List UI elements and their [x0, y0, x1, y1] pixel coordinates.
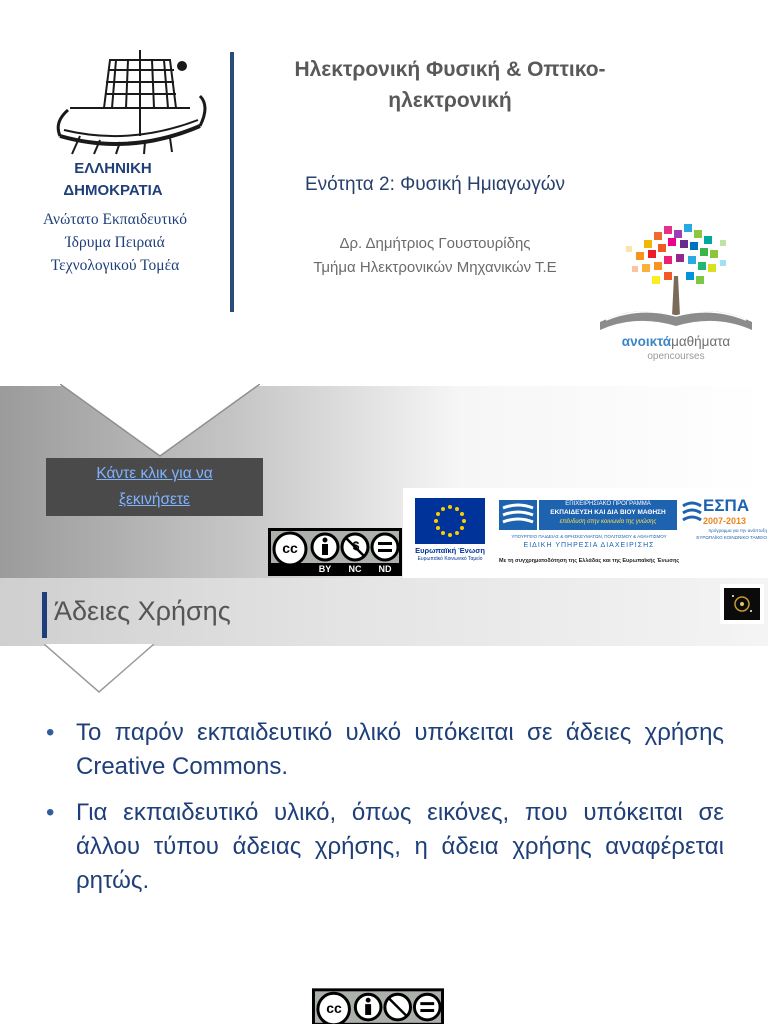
nd-label: ND — [378, 564, 392, 574]
open-courses-tree-icon — [596, 218, 756, 336]
espa-years: 2007-2013 — [703, 516, 747, 526]
open-courses-sub: opencourses — [647, 351, 705, 362]
cc-license-badge-small[interactable] — [312, 988, 444, 1024]
author-name: Δρ. Δημήτριος Γουστουρίδης — [339, 235, 531, 252]
chevron-down-icon — [60, 384, 260, 460]
chevron-down-icon — [44, 644, 154, 694]
unit-title: Ενότητα 2: Φυσική Ημιαγωγών — [304, 174, 566, 195]
title-divider-bar — [230, 52, 234, 312]
title-accent-bar — [42, 592, 47, 638]
espa-sub-2: ΕΥΡΩΠΑΪΚΟ ΚΟΙΝΩΝΙΚΟ ΤΑΜΕΙΟ — [696, 535, 767, 540]
cc-text: cc — [326, 1000, 342, 1016]
country-line-1: ΕΛΛΗΝΙΚΗ — [74, 160, 152, 177]
institution-line-3: Τεχνολογικού Τομέα — [50, 257, 180, 274]
brand-part-2: μαθήματα — [671, 334, 731, 349]
start-link[interactable] — [46, 461, 263, 513]
eu-name: Ευρωπαϊκή Ένωση — [415, 546, 485, 555]
brand-part-1: ανοικτά — [621, 334, 672, 349]
open-courses-brand — [596, 334, 756, 350]
institution-line-1: Ανώτατο Εκπαιδευτικό — [43, 211, 187, 228]
nc-symbol: $ — [352, 539, 360, 553]
agency: ΕΙΔΙΚΗ ΥΠΗΡΕΣΙΑ ΔΙΑΧΕΙΡΙΣΗΣ — [523, 542, 655, 549]
institution-name — [10, 208, 220, 277]
bullet-dot: • — [46, 799, 55, 826]
country-line-2: ΔΗΜΟΚΡΑΤΙΑ — [63, 182, 163, 199]
license-slide — [0, 578, 768, 1024]
program-line-2: ΕΚΠΑΙΔΕΥΣΗ ΚΑΙ ΔΙΑ ΒΙΟΥ ΜΑΘΗΣΗ — [550, 509, 666, 516]
course-title-line-1: Ηλεκτρονική Φυσική & Οπτικο- — [294, 58, 606, 81]
start-link-line-1[interactable]: Κάντε κλικ για να — [96, 465, 213, 482]
eu-flag-icon — [415, 498, 485, 544]
license-slide-title: Άδειες Χρήσης — [54, 596, 231, 626]
trireme-logo-icon — [50, 46, 210, 156]
open-courses-logo — [596, 218, 756, 368]
program-slogan: επένδυση στην κοινωνία της γνώσης — [559, 519, 657, 525]
institution-country — [18, 158, 208, 202]
sponsor-logos — [403, 488, 768, 578]
espa-sub-1: πρόγραμμα για την ανάπτυξη — [708, 528, 767, 533]
cofunding-text: Με τη συγχρηματοδότηση της Ελλάδας και της Ευρωπαϊκής Ένωσης — [499, 558, 680, 564]
license-bullets — [40, 716, 724, 910]
course-title — [240, 54, 660, 116]
media-thumbnail-icon[interactable] — [720, 584, 764, 624]
program-logo-icon — [499, 500, 537, 530]
list-item — [40, 716, 724, 784]
start-link-line-2[interactable]: ξεκινήσετε — [119, 491, 190, 508]
bullet-text: Το παρόν εκπαιδευτικό υλικό υπόκειται σε άδειες χρήσης Creative Commons. — [76, 719, 724, 780]
by-label: BY — [318, 564, 332, 574]
cc-text: cc — [282, 540, 298, 556]
bullet-dot: • — [46, 719, 55, 746]
department-name: Τμήμα Ηλεκτρονικών Μηχανικών Τ.Ε — [313, 259, 557, 276]
ministry: ΥΠΟΥΡΓΕΙΟ ΠΑΙΔΕΙΑΣ & ΘΡΗΣΚΕΥΜΑΤΩΝ, ΠΟΛΙΤΙΣΜΟΥ & ΑΘΛΗΤΙΣΜΟΥ — [511, 534, 667, 539]
eu-sub: Ευρωπαϊκό Κοινωνικό Ταμείο — [417, 556, 483, 562]
list-item — [40, 796, 724, 898]
course-title-line-2: ηλεκτρονική — [388, 89, 512, 112]
espa-logo-icon — [681, 500, 703, 526]
institution-line-2: Ίδρυμα Πειραιά — [65, 234, 165, 251]
cc-license-badge[interactable] — [268, 528, 402, 576]
espa-title: ΕΣΠΑ — [703, 496, 750, 515]
author-block — [250, 232, 620, 280]
nc-label: NC — [348, 564, 362, 574]
bullet-text: Για εκπαιδευτικό υλικό, όπως εικόνες, που υπόκειται σε άλλου τύπου άδειας χρήσης, η άδεια χρήσης αναφέρεται ρητώς. — [76, 799, 724, 894]
program-line-1: ΕΠΙΧΕΙΡΗΣΙΑΚΟ ΠΡΟΓΡΑΜΜΑ — [565, 501, 651, 507]
